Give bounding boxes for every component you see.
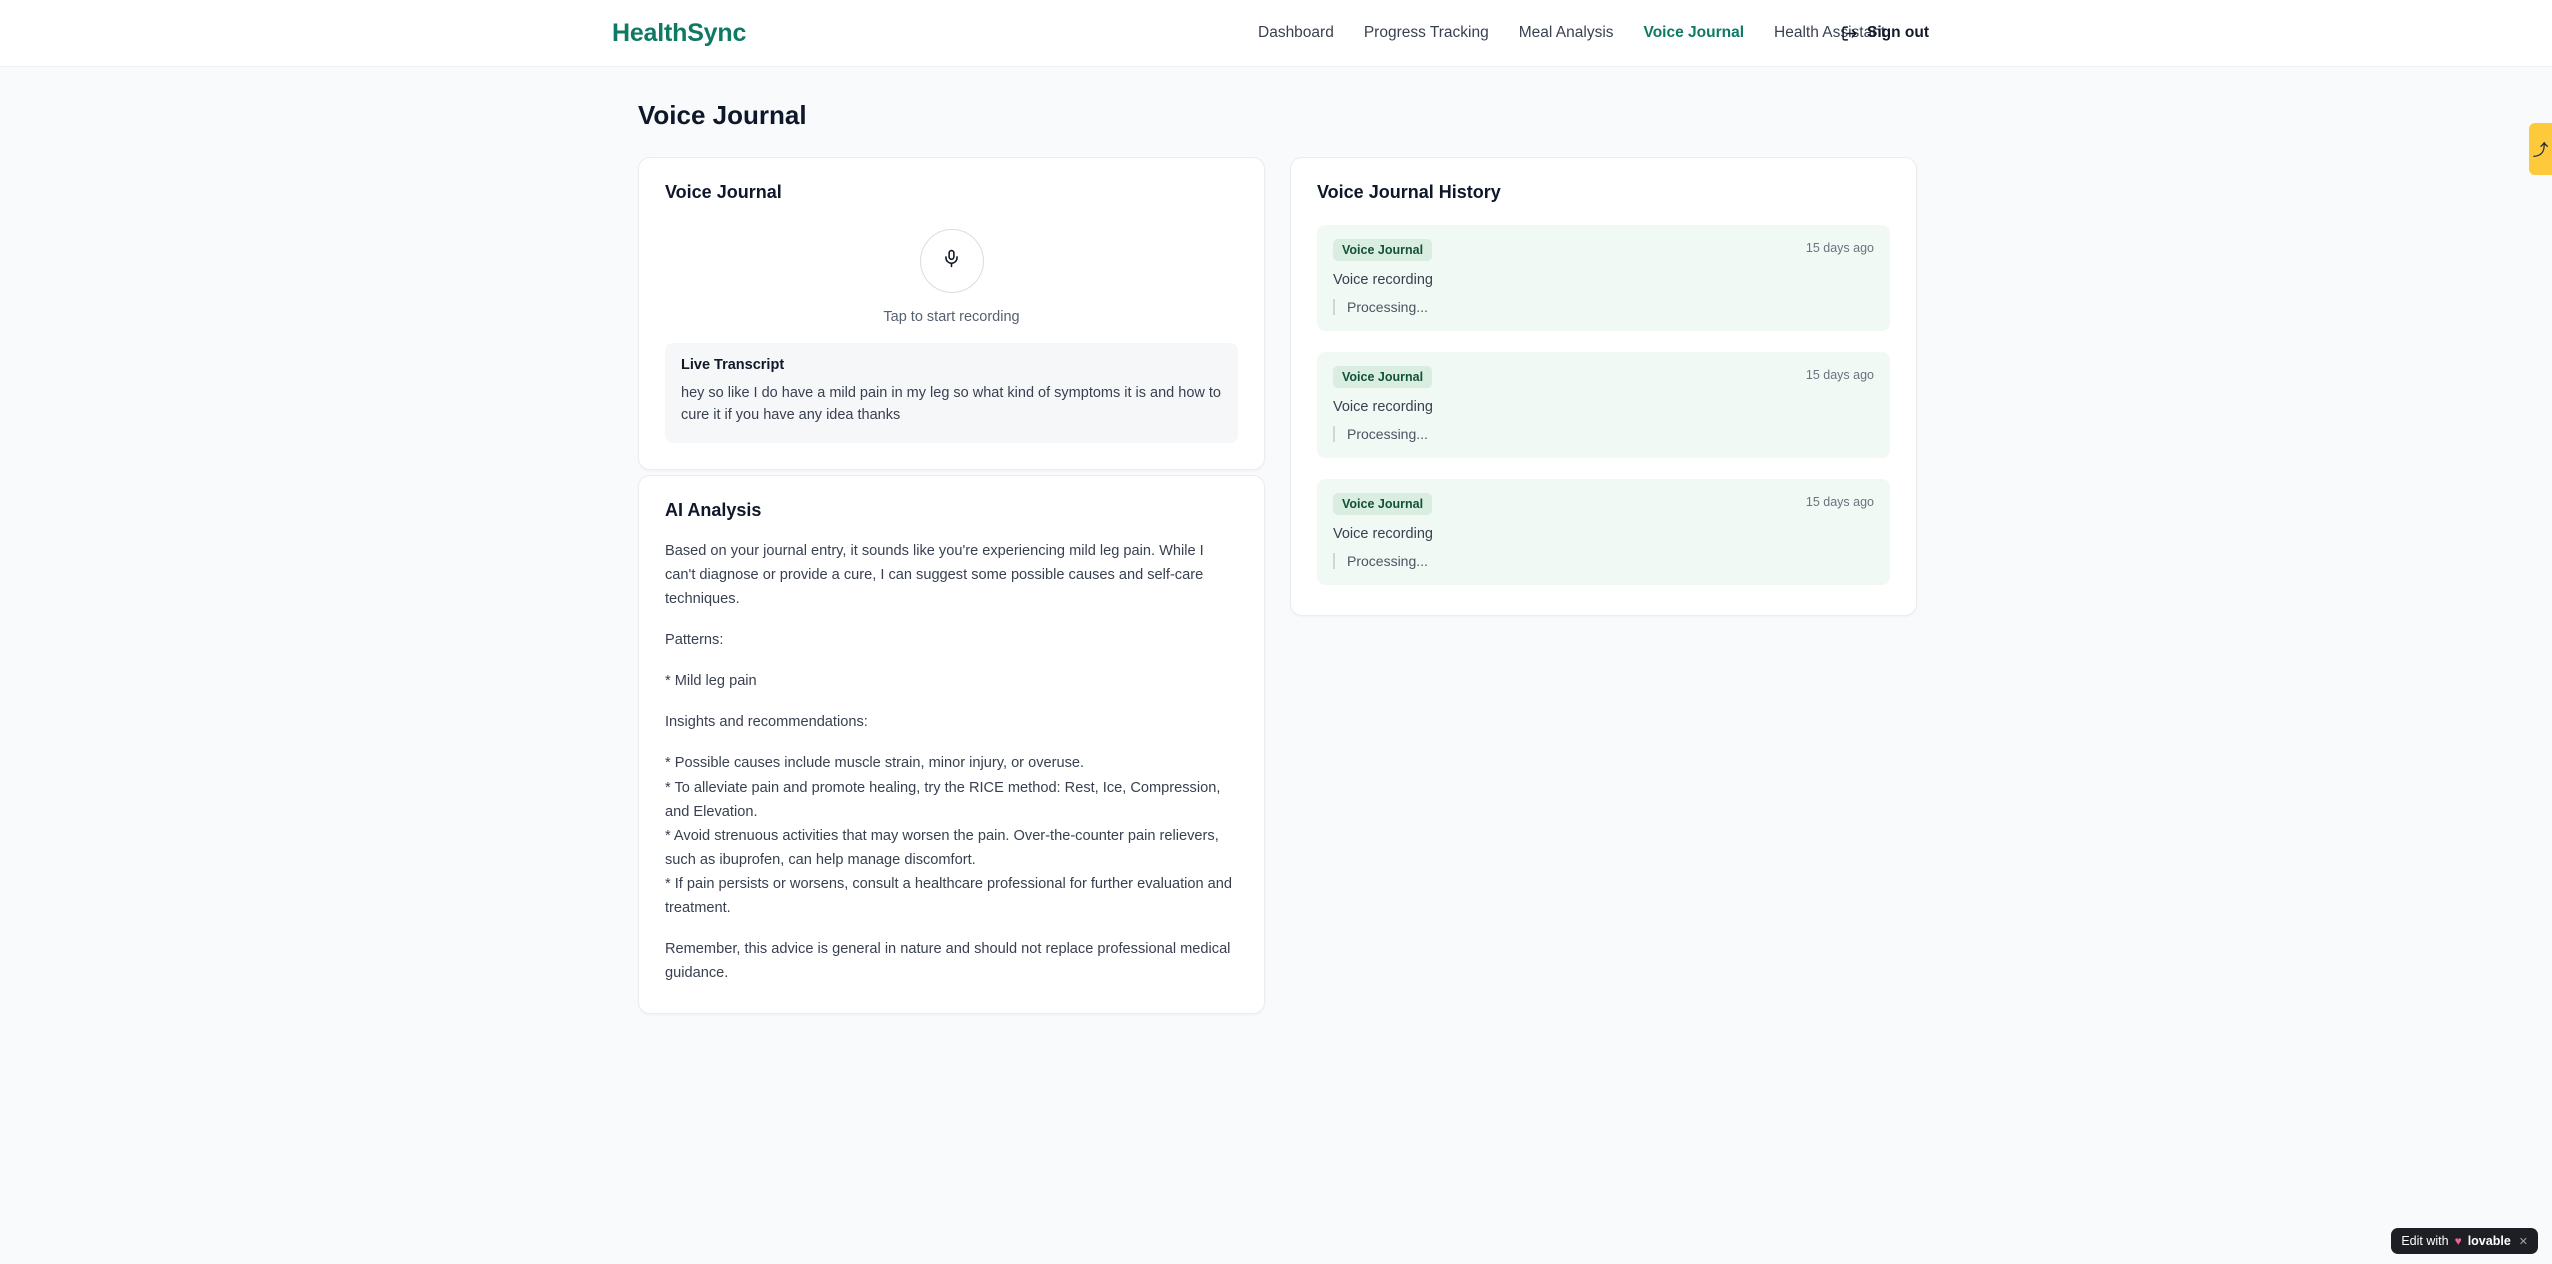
ai-analysis-paragraph: Based on your journal entry, it sounds like you're experiencing mild leg pain. While I can't diagnose or provide a cure, I can suggest some possible causes and self-care techniques.	[665, 543, 1204, 608]
microphone-icon	[942, 249, 961, 273]
ai-analysis-body	[665, 539, 1238, 985]
sign-out-button[interactable]	[1841, 24, 1929, 42]
history-card-title: Voice Journal History	[1317, 182, 1501, 202]
sign-out-label: Sign out	[1867, 24, 1929, 41]
history-item-title: Voice recording	[1333, 272, 1433, 288]
sign-out-icon	[1841, 25, 1858, 42]
edit-with-lovable-badge[interactable]	[2391, 1228, 2538, 1254]
record-button[interactable]	[920, 229, 984, 293]
nav-item-meal-analysis[interactable]: Meal Analysis	[1518, 24, 1614, 41]
status-badge: Voice Journal	[1333, 239, 1432, 261]
record-area	[665, 229, 1238, 325]
ai-analysis-paragraph: Insights and recommendations:	[665, 714, 868, 731]
ai-analysis-card-title: AI Analysis	[665, 500, 762, 520]
edit-with-label: Edit with	[2401, 1234, 2449, 1248]
live-transcript-label: Live Transcript	[681, 357, 785, 373]
status-badge: Voice Journal	[1333, 366, 1432, 388]
history-item-header	[1333, 493, 1874, 515]
nav-item-progress-tracking[interactable]: Progress Tracking	[1363, 24, 1489, 41]
ai-analysis-paragraph: Remember, this advice is general in nature and should not replace professional medical guidance.	[665, 941, 1231, 982]
voice-journal-card-title: Voice Journal	[665, 182, 782, 202]
nav-item-dashboard[interactable]: Dashboard	[1258, 24, 1334, 41]
voice-journal-card	[638, 157, 1265, 470]
history-item-title: Voice recording	[1333, 526, 1433, 542]
nav-links	[1258, 24, 1885, 42]
history-item-status: Processing...	[1333, 299, 1874, 315]
history-item-status: Processing...	[1333, 553, 1874, 569]
history-item-header	[1333, 239, 1874, 261]
history-list	[1317, 225, 1890, 585]
nav-item-voice-journal[interactable]: Voice Journal	[1643, 24, 1745, 41]
history-item-title: Voice recording	[1333, 399, 1433, 415]
lovable-label: lovable	[2467, 1234, 2511, 1248]
live-transcript-text: hey so like I do have a mild pain in my leg so what kind of symptoms it is and how to cure it if you have any idea thanks	[681, 385, 1221, 424]
status-badge: Voice Journal	[1333, 493, 1432, 515]
ai-analysis-paragraph: * To alleviate pain and promote healing, try the RICE method: Rest, Ice, Compression, and Elevation.	[665, 779, 1221, 820]
history-item-timestamp: 15 days ago	[1805, 495, 1874, 509]
record-hint: Tap to start recording	[883, 309, 1020, 325]
history-list-item[interactable]	[1317, 352, 1890, 458]
nav-item-health-assistant[interactable]: Health Assistant	[1774, 24, 1886, 41]
history-list-item[interactable]	[1317, 225, 1890, 331]
history-item-header	[1333, 366, 1874, 388]
voice-journal-history-card	[1290, 157, 1917, 616]
history-item-timestamp: 15 days ago	[1805, 241, 1874, 255]
ai-analysis-card	[638, 475, 1265, 1014]
page-title: Voice Journal	[638, 100, 807, 130]
history-list-item[interactable]	[1317, 479, 1890, 585]
feedback-edge-tab[interactable]: ⤴	[2529, 123, 2552, 175]
brand-logo[interactable]: HealthSync	[612, 18, 747, 47]
heart-icon: ♥	[2454, 1234, 2462, 1248]
top-navbar	[0, 0, 2552, 67]
ai-analysis-paragraph: * Mild leg pain	[665, 673, 757, 690]
history-item-status: Processing...	[1333, 426, 1874, 442]
ai-analysis-paragraph: Patterns:	[665, 632, 724, 649]
history-item-timestamp: 15 days ago	[1805, 368, 1874, 382]
ai-analysis-paragraph: * Avoid strenuous activities that may worsen the pain. Over-the-counter pain relievers, such as ibuprofen, can help manage discomfort.	[665, 827, 1219, 868]
live-transcript-box	[665, 343, 1238, 443]
ai-analysis-paragraph: * If pain persists or worsens, consult a healthcare professional for further evaluation and treatment.	[665, 875, 1233, 916]
ai-analysis-paragraph: * Possible causes include muscle strain, minor injury, or overuse.	[665, 755, 1085, 772]
close-icon[interactable]: ✕	[2518, 1235, 2528, 1248]
